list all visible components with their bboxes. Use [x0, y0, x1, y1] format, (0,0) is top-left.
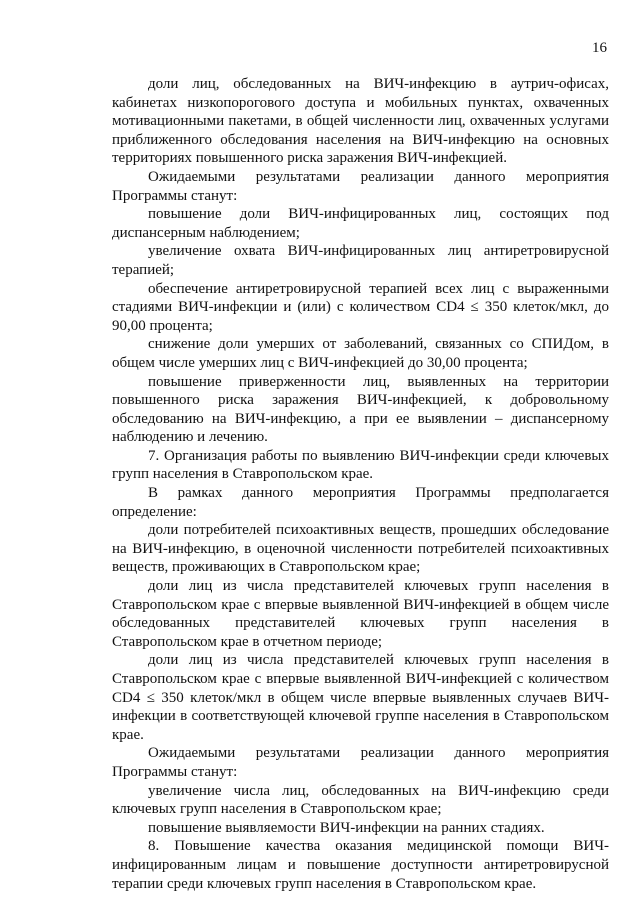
paragraph: повышение выявляемости ВИЧ-инфекции на ранних стадиях.: [148, 819, 545, 836]
paragraph: увеличение числа лиц, обследованных на ВИЧ-инфекцию среди ключевых групп населения в Ставропольском крае;: [112, 782, 609, 818]
paragraph: увеличение охвата ВИЧ-инфицированных лиц антиретровирусной терапией;: [112, 243, 609, 278]
paragraph: повышение приверженности лиц, выявленных на территории повышенного риска заражения ВИЧ-инфекцией, к добровольному обследованию на ВИЧ-инфекцию, а при ее выявлении – диспансерному наблюдению и лечению.: [112, 373, 609, 446]
paragraph: доли лиц, обследованных на ВИЧ-инфекцию в аутрич-офисах, кабинетах низкопорогового доступа и мобильных пунктах, охваченных мотивационными пакетами, в общей численности лиц, охваченных услугами приближенного обследования населения на ВИЧ-инфекцию на основных территориях повышенного риска заражения ВИЧ-инфекцией.: [112, 76, 609, 167]
page-number: 16: [592, 40, 607, 56]
paragraph: снижение доли умерших от заболеваний, связанных со СПИДом, в общем числе умерших лиц с ВИЧ-инфекцией до 30,00 процента;: [112, 336, 609, 371]
paragraph: доли лиц из числа представителей ключевых групп населения в Ставропольском крае с впервые выявленной ВИЧ-инфекцией в общем числе обследованных представителей ключевых групп населения в Ставропольском крае в отчетном периоде;: [112, 578, 609, 650]
section-heading: 7. Организация работы по выявлению ВИЧ-инфекции среди ключевых групп населения в Ставропольском крае.: [112, 447, 609, 483]
document-body: [112, 75, 609, 893]
section-heading: 8. Повышение качества оказания медицинской помощи ВИЧ-инфицированным лицам и повышение доступности антиретровирусной терапии среди ключевых групп населения в Ставропольском крае.: [112, 838, 609, 892]
paragraph: доли потребителей психоактивных веществ, прошедших обследование на ВИЧ-инфекцию, в оценочной численности потребителей психоактивных веществ, проживающих в Ставропольском крае;: [112, 522, 609, 576]
paragraph: В рамках данного мероприятия Программы предполагается определение:: [112, 485, 609, 520]
paragraph: доли лиц из числа представителей ключевых групп населения в Ставропольском крае с впервые выявленной ВИЧ-инфекцией с количеством CD4 ≤ 350 клеток/мкл в общем числе впервые выявленных случаев ВИЧ-инфекции в соответствующей ключевой группе населения в Ставропольском крае.: [112, 652, 609, 743]
paragraph: обеспечение антиретровирусной терапией всех лиц с выраженными стадиями ВИЧ-инфекции и (или) с количеством CD4 ≤ 350 клеток/мкл, до 90,00 процента;: [112, 280, 609, 334]
paragraph: Ожидаемыми результатами реализации данного мероприятия Программы станут:: [112, 745, 609, 780]
paragraph: повышение доли ВИЧ-инфицированных лиц, состоящих под диспансерным наблюдением;: [112, 206, 609, 241]
paragraph: Ожидаемыми результатами реализации данного мероприятия Программы станут:: [112, 168, 609, 204]
